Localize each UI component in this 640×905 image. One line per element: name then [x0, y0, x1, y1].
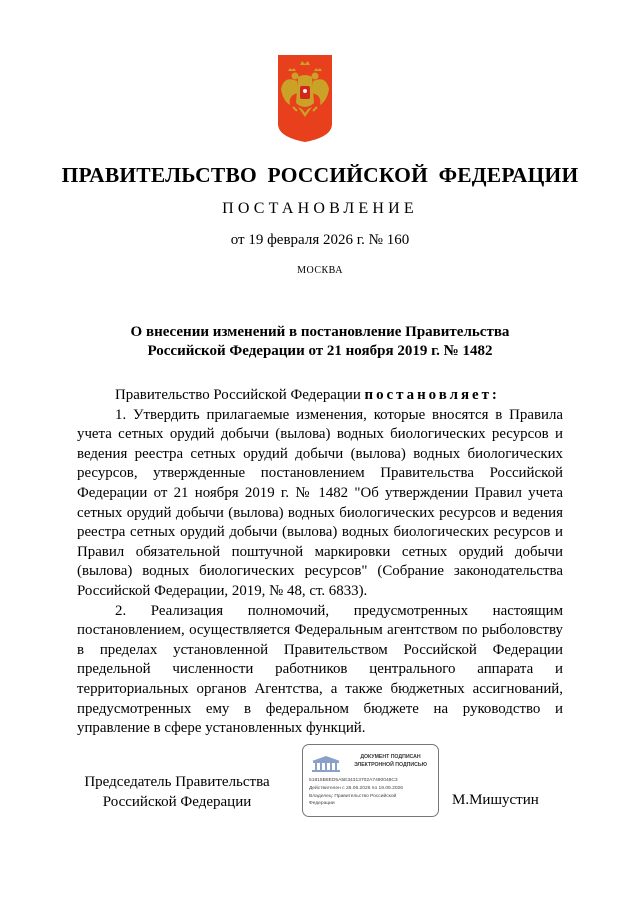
signatory-position-line-1: Председатель Правительства [84, 774, 270, 790]
signatory-position [77, 772, 277, 812]
document-type: ПОСТАНОВЛЕНИЕ [222, 200, 418, 217]
stamp-validity: Действителен с 26.06.2025 по 19.09.2026 [309, 786, 403, 791]
stamp-title-line-2: ЭЛЕКТРОННОЙ ПОДПИСЬЮ [354, 761, 427, 768]
decree-verb: постановляет: [364, 387, 500, 403]
paragraph-2: 2. Реализация полномочий, предусмотренных настоящим постановлением, осуществляется Федеральным агентством по рыболовству в пределах установленной Правительством Российской Федерации предельной численности работников центрального аппарата и территориальных органов Агентства, а также бюджетных ассигнований, предусмотренных ему в федеральном бюджете на руководство и управление в сфере установленных функций. [77, 602, 563, 737]
decree-body [77, 386, 563, 739]
document-date-number: от 19 февраля 2026 г. № 160 [230, 232, 410, 248]
intro-text: Правительство Российской Федерации [115, 387, 365, 403]
building-icon [309, 754, 343, 772]
stamp-owner-line-2: Федерации [309, 801, 335, 806]
government-title: ПРАВИТЕЛЬСТВО РОССИЙСКОЙ ФЕДЕРАЦИИ [61, 163, 579, 187]
subject-line-2: Российской Федерации от 21 ноября 2019 г. № 1482 [147, 343, 493, 359]
paragraph-1: 1. Утвердить прилагаемые изменения, которые вносятся в Правила учета сетных орудий добычи (вылова) водных биологических ресурсов и ведения реестра сетных орудий добычи (вылова) водных биологических ресурсов, утвержденные постановлением Правительства Российской Федерации от 21 ноября 2019 г. № 1482 "Об утверждении Правил учета сетных орудий добычи (вылова) водных биологических ресурсов и ведения реестра сетных орудий добычи (вылова) водных биологических ресурсов и Правил обязательной поштучной маркировки сетных орудий добычи (вылова) водных биологических ресурсов" (Собрание законодательства Российской Федерации, 2019, № 48, ст. 6833). [77, 406, 563, 599]
stamp-owner-line-1: Владелец: Правительство Российской [309, 794, 397, 799]
stamp-certificate: 51815B8ED5A5E34313702A7490048C3 [309, 778, 398, 783]
stamp-header [307, 750, 436, 774]
decree-subject [0, 323, 640, 361]
signatory-position-line-2: Российской Федерации [102, 794, 252, 810]
stamp-title [345, 754, 436, 769]
coat-of-arms-emblem [278, 55, 332, 142]
document-city: МОСКВА [297, 265, 343, 276]
stamp-title-line-1: ДОКУМЕНТ ПОДПИСАН [360, 754, 421, 760]
intro-paragraph [77, 386, 563, 406]
subject-line-1: О внесении изменений в постановление Правительства [130, 324, 510, 340]
electronic-signature-stamp [302, 744, 439, 817]
signatory-name: М.Мишустин [452, 792, 539, 808]
